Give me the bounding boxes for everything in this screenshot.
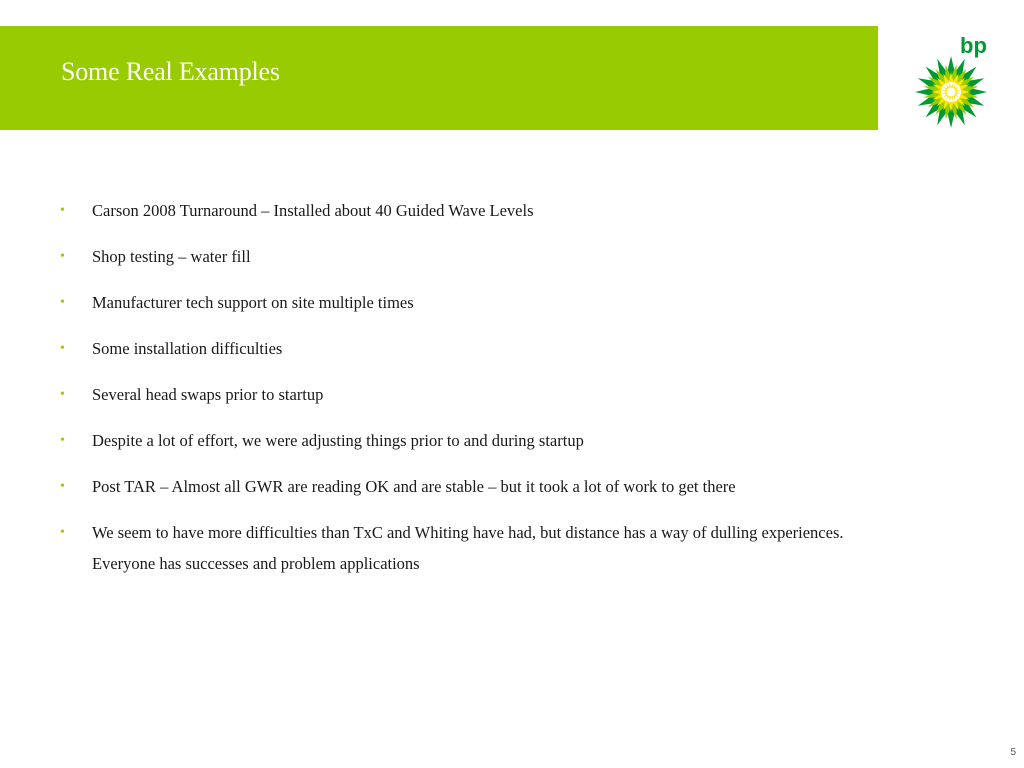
bullet-item bbox=[60, 517, 860, 579]
bullet-text: Several head swaps prior to startup bbox=[92, 385, 324, 404]
bullet-text: Carson 2008 Turnaround – Installed about 40 Guided Wave Levels bbox=[92, 201, 534, 220]
bullet-marker-icon: • bbox=[60, 525, 65, 540]
bullet-item bbox=[60, 425, 860, 456]
bullet-marker-icon: • bbox=[60, 433, 65, 448]
helios-sunflower bbox=[915, 56, 987, 128]
slide-title: Some Real Examples bbox=[61, 57, 280, 86]
bullet-text: Manufacturer tech support on site multiple times bbox=[92, 293, 414, 312]
page-number: 5 bbox=[1010, 747, 1016, 758]
bullet-text: We seem to have more difficulties than TxC and Whiting have had, but distance has a way of dulling experiences. Everyone has successes and problem applications bbox=[92, 523, 844, 573]
bullet-item bbox=[60, 333, 860, 364]
bullet-marker-icon: • bbox=[60, 203, 65, 218]
bullet-text: Despite a lot of effort, we were adjusting things prior to and during startup bbox=[92, 431, 584, 450]
bp-logo bbox=[908, 30, 996, 130]
bullet-text: Some installation difficulties bbox=[92, 339, 283, 358]
bullet-marker-icon: • bbox=[60, 479, 65, 494]
bullet-marker-icon: • bbox=[60, 249, 65, 264]
bp-helios-logo-icon bbox=[908, 30, 996, 130]
bullet-text: Shop testing – water fill bbox=[92, 247, 251, 266]
bullet-item bbox=[60, 241, 860, 272]
bullet-item bbox=[60, 287, 860, 318]
bullet-marker-icon: • bbox=[60, 387, 65, 402]
bp-logo-text: bp bbox=[960, 33, 987, 58]
bullet-marker-icon: • bbox=[60, 341, 65, 356]
bullet-list bbox=[60, 195, 860, 594]
bullet-text: Post TAR – Almost all GWR are reading OK and are stable – but it took a lot of work to get there bbox=[92, 477, 736, 496]
bullet-item bbox=[60, 379, 860, 410]
bullet-item bbox=[60, 471, 860, 502]
bullet-item bbox=[60, 195, 860, 226]
bullet-marker-icon: • bbox=[60, 295, 65, 310]
